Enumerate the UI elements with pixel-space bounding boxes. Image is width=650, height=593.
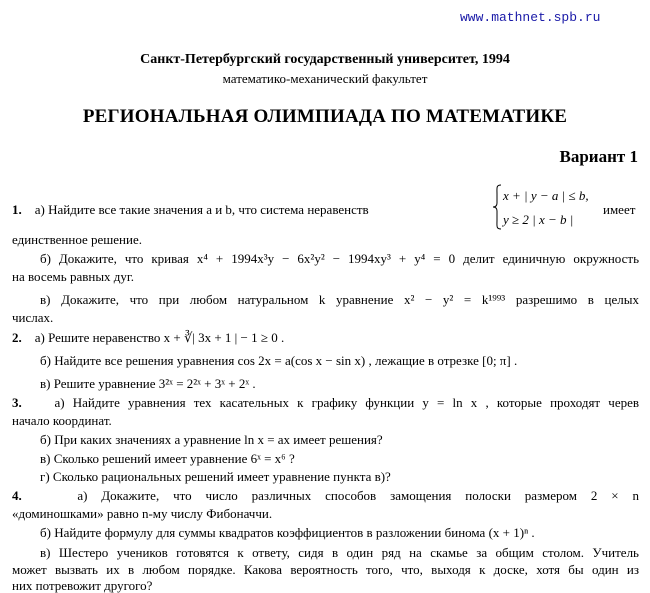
system-inequality-1: x + | y − a | ≤ b, xyxy=(503,188,589,203)
problem-4-a-line-2: «доминошками» равно n-му числу Фибоначчи. xyxy=(12,506,273,521)
problem-3-a-line-1 xyxy=(12,395,639,410)
problem-2-c: в) Решите уравнение 3²ˣ = 2²ˣ + 3ˣ + 2ˣ . xyxy=(40,376,256,391)
system-brace-icon xyxy=(492,184,502,230)
problem-4-c-line-1: в) Шестеро учеников готовятся к ответу, сидя в один ряд на скамье за общим столом. Учитель xyxy=(40,545,639,560)
problem-3-c: в) Сколько решений имеет уравнение 6ˣ = x⁶ ? xyxy=(40,451,295,466)
problem-1-number: 1. xyxy=(12,202,22,217)
problem-4-a-line-1 xyxy=(12,488,639,503)
problem-3-b: б) При каких значениях a уравнение ln x = ax имеет решения? xyxy=(40,432,383,447)
problem-1-c-line-2: числах. xyxy=(12,310,54,325)
source-url[interactable]: www.mathnet.spb.ru xyxy=(460,10,601,25)
system-inequality-2: y ≥ 2 | x − b | xyxy=(503,212,574,227)
problem-1-a-end: имеет xyxy=(603,202,636,217)
problem-4-c-line-2: может вызвать их в любом порядке. Какова вероятность того, что, выходя к доске, хотя бы один из xyxy=(12,562,639,577)
variant-label: Вариант 1 xyxy=(559,147,638,166)
problem-4-b: б) Найдите формулу для суммы квадратов коэффициентов в разложении бинома (x + 1)ⁿ . xyxy=(40,525,535,540)
problem-1-a-text: а) Найдите все такие значения a и b, что система неравенств xyxy=(34,202,369,217)
university-name: Санкт-Петербургский государственный университет, 1994 xyxy=(140,52,510,67)
problem-3-a-line-2: начало координат. xyxy=(12,413,112,428)
problem-4-number: 4. xyxy=(12,488,22,503)
problem-1-b-line-2: на восемь равных дуг. xyxy=(12,269,135,284)
problem-3-d: г) Сколько рациональных решений имеет уравнение пункта в)? xyxy=(40,469,391,484)
problem-2-a xyxy=(12,330,639,345)
problem-1-a-cont: единственное решение. xyxy=(12,232,142,247)
problem-3-number: 3. xyxy=(12,395,22,410)
problem-2-a-text: а) Решите неравенство x + ∛| 3x + 1 | − 1 ≥ 0 . xyxy=(34,330,285,345)
problem-2-b: б) Найдите все решения уравнения cos 2x = a(cos x − sin x) , лежащие в отрезке [0; π] . xyxy=(40,353,518,368)
problem-1-b-line-1: б) Докажите, что кривая x⁴ + 1994x³y − 6x²y² − 1994xy³ + y⁴ = 0 делит единичную окружность xyxy=(40,251,639,266)
faculty-name: математико-механический факультет xyxy=(222,71,428,86)
problem-3-a-text: а) Найдите уравнения тех касательных к графику функции y = ln x , которые проходят черев xyxy=(54,395,639,410)
problem-2-number: 2. xyxy=(12,330,22,345)
problem-4-a-text: а) Докажите, что число различных способов замощения полоски размером 2 × n xyxy=(77,488,639,503)
problem-4-c-line-3: них потревожит другого? xyxy=(12,578,153,593)
page-title: РЕГИОНАЛЬНАЯ ОЛИМПИАДА ПО МАТЕМАТИКЕ xyxy=(82,106,568,127)
problem-1-c-line-1: в) Докажите, что при любом натуральном k уравнение x² − y² = k¹⁹⁹³ разрешимо в целых xyxy=(40,292,639,307)
